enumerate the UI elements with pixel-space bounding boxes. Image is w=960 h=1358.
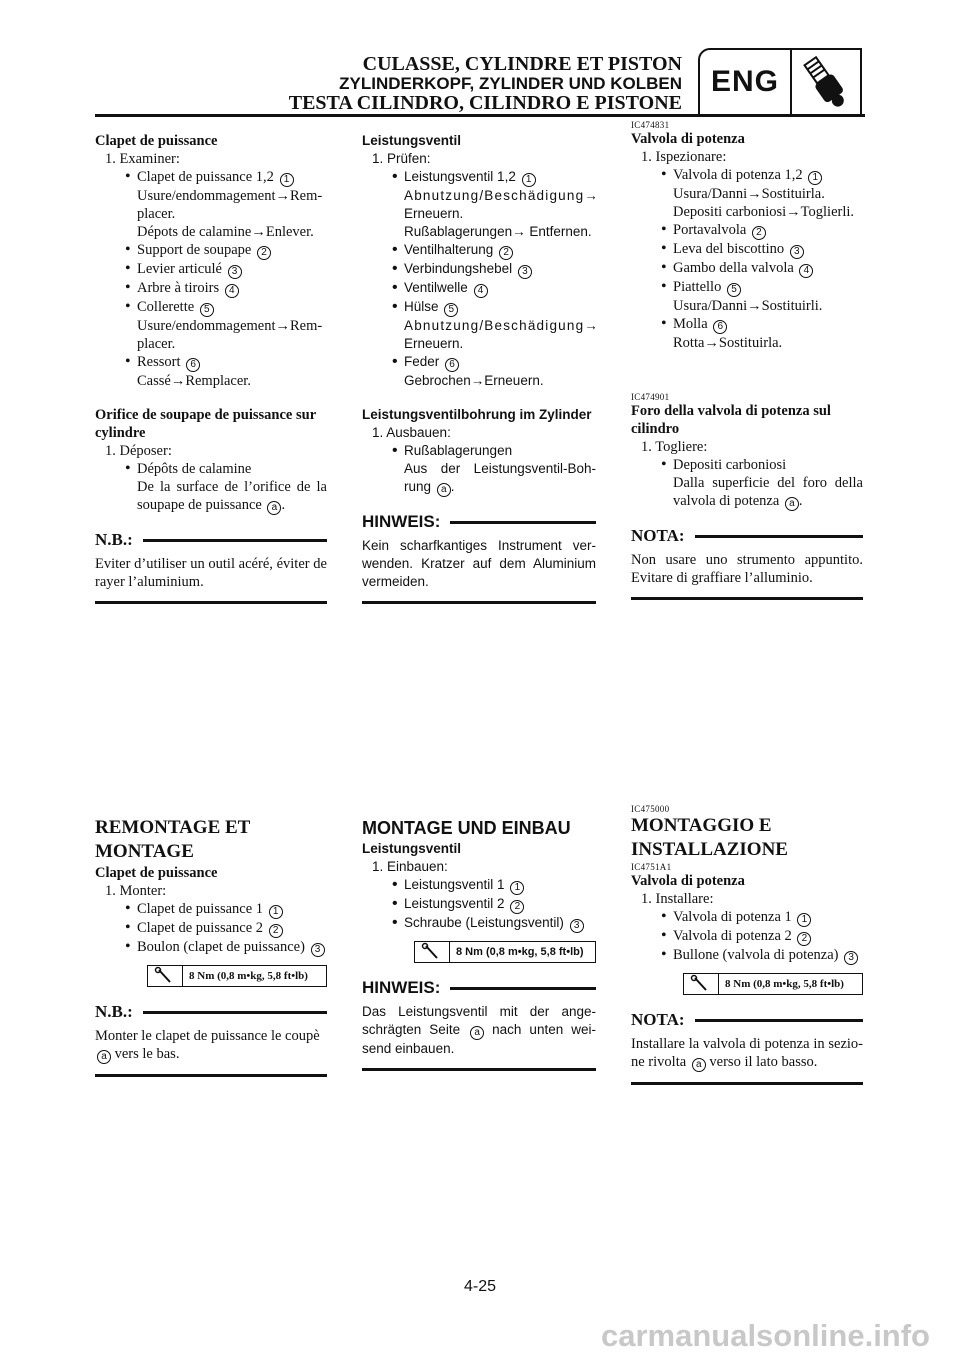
list-item: • Depositi carboniosi [631,456,863,474]
section-tab [698,48,862,116]
note-header: N.B.: [95,1003,327,1021]
item-note: Rußablagerungen→ Entfernen. [404,224,592,239]
callout-2: 2 [499,246,513,260]
callout-1: 1 [797,913,811,927]
item-note: Cassé→Remplacer. [137,373,251,389]
item-note: Usure/endommagement→Rem- [137,318,323,334]
item-note: Erneuern. [404,336,464,351]
callout-2: 2 [797,932,811,946]
callout-5: 5 [727,283,741,297]
callout-a: a [785,497,799,511]
callout-2: 2 [269,924,283,938]
callout-3: 3 [790,245,804,259]
list-item: • Leistungsventil 1 1 [362,876,596,895]
callout-a: a [692,1058,706,1072]
step: 1. Déposer: [105,443,172,459]
list-item: • Molla 6 [631,315,863,334]
note-text: Installare la valvola di potenza in sezio-ne rivolta a verso il lato basso. [631,1036,863,1070]
note-text: Monter le clapet de puissance le coupè a vers le bas. [95,1028,320,1062]
note-end-rule [362,601,596,604]
callout-4: 4 [799,264,813,278]
engine-icon [792,50,860,114]
item-note: Abnutzung/Beschädigung→ [404,188,599,203]
callout-1: 1 [522,173,536,187]
list-item: • Arbre à tiroirs 4 [95,279,327,298]
note-text: Non usare uno strumento appuntito. Evitare di graffiare l’alluminio. [631,552,863,586]
column-italian [631,120,863,600]
header-title-fr: CULASSE, CYLINDRE ET PISTON [362,53,682,75]
torque-spec [414,941,596,963]
note-text: Das Leistungsventil mit der ange-schrägten Seite a nach unten wei-send einbauen. [362,1004,596,1056]
section-heading: Valvola di potenza [631,131,745,147]
note-header: HINWEIS: [362,513,596,531]
callout-a: a [437,483,451,497]
torque-spec [683,973,863,995]
list-item: • Rußablagerungen [362,442,596,460]
section-title: REMONTAGE ET MONTAGE [95,817,251,862]
note-end-rule [95,1074,327,1077]
list-item: • Valvola di potenza 1 1 [631,908,863,927]
callout-5: 5 [200,303,214,317]
note-header: NOTA: [631,527,863,545]
callout-1: 1 [269,905,283,919]
callout-4: 4 [474,284,488,298]
section-tab-label: ENG [700,50,792,114]
item-note: Usure/endommagement→Rem- [137,188,323,204]
section-heading: Leistungsventil [362,841,462,856]
section-code: IC4751A1 [631,862,672,872]
list-item: • Levier articulé 3 [95,260,327,279]
column-german [362,132,599,604]
list-item: • Verbindungshebel 3 [362,260,596,279]
column-french [95,132,327,604]
section-code: IC475000 [631,804,670,814]
callout-3: 3 [311,943,325,957]
step: 1. Prüfen: [372,151,431,166]
torque-wrench-icon [684,974,719,994]
callout-6: 6 [713,320,727,334]
step: 1. Ispezionare: [641,149,727,165]
list-item: • Valvola di potenza 1,2 1 [631,166,863,185]
callout-a: a [267,501,281,515]
list-item: • Leistungsventil 1,2 1 [362,168,596,187]
item-note: Dalla superficie del foro della valvola di potenza a . [673,475,863,509]
list-item: • Piattello 5 [631,278,863,297]
torque-value: 8 Nm (0,8 m•kg, 5,8 ft•lb) [456,946,584,958]
list-item: • Support de soupape 2 [95,241,327,260]
step: 1. Ausbauen: [372,425,451,440]
header-title-de: ZYLINDERKOPF, ZYLINDER UND KOLBEN [339,74,682,93]
list-item: • Dépôts de calamine [95,460,327,478]
note-end-rule [362,1068,596,1071]
callout-2: 2 [257,246,271,260]
callout-3: 3 [518,265,532,279]
list-item: • Clapet de puissance 1,2 1 [95,168,327,187]
item-note: Gebrochen→Erneuern. [404,373,544,388]
callout-6: 6 [186,358,200,372]
watermark: carmanualsonline.info [600,1318,930,1353]
column-french-assembly [95,816,327,1077]
item-note: placer. [137,206,176,222]
section-heading: Valvola di potenza [631,873,745,889]
section-heading: Orifice de soupape de puissance sur cylindre [95,407,316,441]
section-title: MONTAGGIO E INSTALLAZIONE [631,815,788,860]
header-title-it: TESTA CILINDRO, CILINDRO E PISTONE [288,92,682,114]
note-end-rule [631,597,863,600]
list-item: • Feder 6 [362,353,596,372]
section-title: MONTAGE UND EINBAU [362,818,571,838]
list-item: • Collerette 5 [95,298,327,317]
column-italian-assembly [631,804,863,1085]
callout-a: a [97,1050,111,1064]
list-item: • Boulon (clapet de puissance) 3 [95,938,327,957]
list-item: • Ressort 6 [95,353,327,372]
callout-a: a [470,1026,484,1040]
torque-value: 8 Nm (0,8 m•kg, 5,8 ft•lb) [189,970,308,982]
section-code: IC474831 [631,120,670,130]
list-item: • Valvola di potenza 2 2 [631,927,863,946]
list-item: • Leva del biscottino 3 [631,240,863,259]
item-note: Erneuern. [404,206,464,221]
step: 1. Installare: [641,891,714,907]
section-heading: Foro della valvola di potenza sul cilindro [631,403,831,437]
list-item: • Gambo della valvola 4 [631,259,863,278]
item-note: placer. [137,336,176,352]
callout-2: 2 [752,226,766,240]
callout-1: 1 [510,881,524,895]
callout-3: 3 [844,951,858,965]
list-item: • Schraube (Leistungsventil) 3 [362,914,596,933]
list-item: • Bullone (valvola di potenza) 3 [631,946,863,965]
note-end-rule [95,601,327,604]
note-end-rule [631,1082,863,1085]
torque-value: 8 Nm (0,8 m•kg, 5,8 ft•lb) [725,978,844,990]
note-header: N.B.: [95,531,327,549]
item-note: Usura/Danni→Sostituirli. [673,298,823,314]
section-heading: Clapet de puissance [95,133,218,149]
item-note: Depositi carboniosi→Toglierli. [673,204,855,220]
torque-wrench-icon [148,966,183,986]
section-heading: Clapet de puissance [95,865,218,881]
item-note: Abnutzung/Beschädigung→ [404,318,599,333]
list-item: • Hülse 5 [362,298,596,317]
callout-4: 4 [225,284,239,298]
list-item: • Clapet de puissance 1 1 [95,900,327,919]
item-note: Dépots de calamine→Enlever. [137,224,314,240]
section-heading: Leistungsventil [362,133,462,148]
callout-6: 6 [445,358,459,372]
list-item: • Leistungsventil 2 2 [362,895,596,914]
item-note: De la surface de l’orifice de la soupape de puissance a . [137,479,327,513]
torque-wrench-icon [415,942,450,962]
callout-3: 3 [228,265,242,279]
section-heading: Leistungsventilbohrung im Zylinder [362,407,592,422]
step: 1. Einbauen: [372,859,448,874]
step: 1. Examiner: [105,151,180,167]
torque-spec [147,965,327,987]
list-item: • Portavalvola 2 [631,221,863,240]
note-header: HINWEIS: [362,979,596,997]
note-text: Eviter d’utiliser un outil acéré, éviter de rayer l’aluminium. [95,556,327,590]
step: 1. Togliere: [641,439,708,455]
section-code: IC474901 [631,392,670,402]
list-item: • Ventilwelle 4 [362,279,596,298]
item-note: Usura/Danni→Sostituirla. [673,186,825,202]
item-note: Aus der Leistungsventil-Boh-rung a . [404,461,596,495]
callout-2: 2 [510,900,524,914]
callout-3: 3 [570,919,584,933]
note-header: NOTA: [631,1011,863,1029]
callout-1: 1 [280,173,294,187]
page-number: 4-25 [463,1278,497,1295]
note-text: Kein scharfkantiges Instrument ver-wenden. Kratzer auf dem Aluminium vermeiden. [362,538,596,589]
list-item: • Ventilhalterung 2 [362,241,596,260]
column-german-assembly [362,816,596,1071]
list-item: • Clapet de puissance 2 2 [95,919,327,938]
step: 1. Monter: [105,883,167,899]
item-note: Rotta→Sostituirla. [673,335,783,351]
callout-1: 1 [808,171,822,185]
callout-5: 5 [444,303,458,317]
